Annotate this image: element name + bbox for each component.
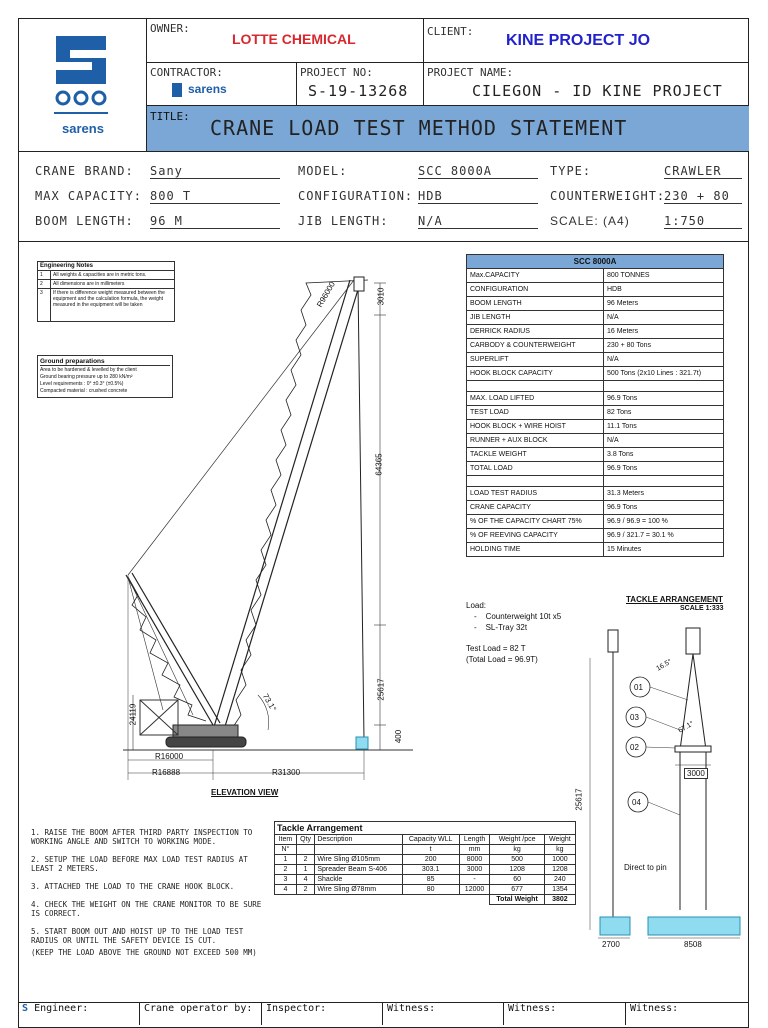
dim-base: 400 <box>394 729 404 744</box>
spec-row: CARBODY & COUNTERWEIGHT 230 + 80 Tons <box>467 339 724 353</box>
inspector-cell: Inspector: <box>262 1003 383 1025</box>
project-name: CILEGON - ID KINE PROJECT <box>472 82 723 100</box>
r31300-label: R31300 <box>272 768 301 777</box>
spec-row: SUPERLIFT N/A <box>467 353 724 367</box>
tackle-arrangement-scale: SCALE 1:333 <box>680 605 724 612</box>
witness-cell-3: Witness: <box>630 1003 679 1014</box>
elevation-drawing <box>118 255 418 795</box>
contractor-logo: sarens <box>172 82 227 97</box>
scale-label: SCALE: (A4) <box>550 214 630 228</box>
spec-table-title: SCC 8000A <box>467 255 724 269</box>
eng-note-3: If there is difference weight measured between the equipment and the calculation formula, the weight measured in the equipment will be taken <box>51 289 175 322</box>
model-label: MODEL: <box>298 164 348 178</box>
spec-row: LOAD TEST RADIUS 31.3 Meters <box>467 487 724 501</box>
tackle-angle-2: 67.1° <box>677 720 696 735</box>
jib-length-label: JIB LENGTH: <box>298 214 389 228</box>
project-no-label: PROJECT NO: <box>300 66 373 79</box>
spec-row: TACKLE WEIGHT 3.8 Tons <box>467 448 724 462</box>
configuration: HDB <box>418 189 538 204</box>
main-boom <box>213 280 368 733</box>
tackle-dim-25617: 25617 <box>574 788 584 811</box>
tackle-drawing <box>580 620 750 955</box>
spec-row: CRANE CAPACITY 96.9 Tons <box>467 501 724 515</box>
crane-brand-label: CRANE BRAND: <box>35 164 134 178</box>
spec-row: Max.CAPACITY 800 TONNES <box>467 269 724 283</box>
elevation-title: ELEVATION VIEW <box>211 788 279 797</box>
tackle-row: 2 1 Spreader Beam S-406 303.1 3000 1208 1208 <box>275 865 576 875</box>
test-load-block <box>356 737 368 749</box>
client-value: KINE PROJECT JO <box>506 32 651 49</box>
type-label: TYPE: <box>550 164 592 178</box>
tackle-dim-8508: 8508 <box>684 940 702 949</box>
tackle-arrangement-title: TACKLE ARRANGEMENT <box>626 595 723 604</box>
tackle-row: 3 4 Shackle 85 - 60 240 <box>275 875 576 885</box>
lotte-chemical-logo: LOTTE CHEMICAL <box>232 31 356 47</box>
jib-length: N/A <box>418 214 538 229</box>
spec-row: JIB LENGTH N/A <box>467 311 724 325</box>
counterweight: 230 + 80 <box>664 189 742 204</box>
dim-mid: 64365 <box>374 453 384 476</box>
type: CRAWLER <box>664 164 742 179</box>
spec-row: MAX. LOAD LIFTED 96.9 Tons <box>467 392 724 406</box>
spec-row: % OF REEVING CAPACITY 96.9 / 321.7 = 30.1 % <box>467 529 724 543</box>
client-label: CLIENT: <box>427 25 474 38</box>
method-steps <box>31 828 263 966</box>
dim-top: 3010 <box>376 287 386 306</box>
tackle-dim-2700: 2700 <box>602 940 620 949</box>
callout-04: 04 <box>632 798 641 807</box>
spec-row: DERRICK RADIUS 16 Meters <box>467 325 724 339</box>
project-no: S-19-13268 <box>308 82 409 100</box>
eng-notes-title: Engineering Notes <box>38 262 175 271</box>
spec-row: % OF THE CAPACITY CHART 75% 96.9 / 96.9 = 100 % <box>467 515 724 529</box>
crane-spec-table <box>466 254 724 557</box>
boom-angle: 73.1° <box>260 692 278 713</box>
witness-cell-1: Witness: <box>383 1003 504 1025</box>
dim-low: 25617 <box>376 678 386 701</box>
tackle-angle-1: 16.5° <box>655 658 674 673</box>
boom-length: 96 M <box>150 214 280 229</box>
spec-row: HOOK BLOCK CAPACITY 500 Tons (2x10 Lines : 321.7t) <box>467 367 724 381</box>
spec-row: BOOM LENGTH 96 Meters <box>467 297 724 311</box>
r16888-label: R16888 <box>152 768 181 777</box>
max-capacity-label: MAX CAPACITY: <box>35 189 142 203</box>
spec-row: CONFIGURATION HDB <box>467 283 724 297</box>
title-label: TITLE: <box>150 110 190 123</box>
ground-preparations: Ground preparations Area to be hardened & levelled by the client Ground bearing pressure up to 280 kN/m² Level requirements : 0° ±0.3° (±0.5%) Compacted material : crushed concrete <box>37 355 173 398</box>
crawler-body <box>140 700 246 747</box>
step-2: 2. SETUP THE LOAD BEFORE MAX LOAD TEST RADIUS AT LEAST 2 METERS. <box>31 855 248 873</box>
load-info: Load: - Counterweight 10t x5 - SL-Tray 32t Test Load = 82 T (Total Load = 96.9T) <box>466 601 562 664</box>
total-weight: 3802 <box>544 895 575 905</box>
eng-note-2: All dimensions are in millimeters <box>51 280 175 289</box>
direct-to-pin-note: Direct to pin <box>624 863 667 872</box>
scale: 1:750 <box>664 214 742 229</box>
callout-01: 01 <box>634 683 643 692</box>
owner-label: OWNER: <box>150 22 190 35</box>
tackle-row: 1 2 Wire Sling Ø105mm 200 8000 500 1000 <box>275 855 576 865</box>
total-load-text: (Total Load = 96.9T) <box>466 655 538 664</box>
r16000-label: R16000 <box>155 752 184 761</box>
step-4: 4. CHECK THE WEIGHT ON THE CRANE MONITOR TO BE SURE IS CORRECT. <box>31 900 262 918</box>
boom-radius-label: R96000 <box>315 280 337 309</box>
step-note: (KEEP THE LOAD ABOVE THE GROUND NOT EXCEED 500 MM) <box>31 948 257 957</box>
step-5: 5. START BOOM OUT AND HOIST UP TO THE LOAD TEST RADIUS OR UNTIL THE SAFETY DEVICE IS CUT. <box>31 927 244 945</box>
sarens-logo-text: sarens <box>62 121 104 136</box>
max-capacity: 800 T <box>150 189 280 204</box>
spec-row: TOTAL LOAD 96.9 Tons <box>467 462 724 476</box>
crane-brand: Sany <box>150 164 280 179</box>
configuration-label: CONFIGURATION: <box>298 189 414 203</box>
step-3: 3. ATTACHED THE LOAD TO THE CRANE HOOK BLOCK. <box>31 882 235 891</box>
tackle-table: Tackle Arrangement Item Qty Description Capacity WLL Length Weight /pce Weight N° t mm kg kg 1 2 Wire Sling Ø105mm 200 8000 500 1000 2 1 Spreader Beam S-406 303.1 3000 1208 1208 3 4 Shackle 85 - 60 240 4 2 Wire Sling Ø78mm 80 12000 677 1354 Total Weight 3802 <box>274 821 576 905</box>
spec-row: HOOK BLOCK + WIRE HOIST 11.1 Tons <box>467 420 724 434</box>
spec-row: HOLDING TIME 15 Minutes <box>467 543 724 557</box>
step-1: 1. RAISE THE BOOM AFTER THIRD PARTY INSPECTION TO WORKING ANGLE AND SWITCH TO WORKING MODE. <box>31 828 253 846</box>
document-title: CRANE LOAD TEST METHOD STATEMENT <box>210 116 628 140</box>
callout-02: 02 <box>630 743 639 752</box>
model: SCC 8000A <box>418 164 538 179</box>
eng-note-1: All weights & capacities are in metric tons. <box>51 271 175 280</box>
spec-row: RUNNER + AUX BLOCK N/A <box>467 434 724 448</box>
operator-cell: Crane operator by: <box>140 1003 262 1025</box>
tackle-row: 4 2 Wire Sling Ø78mm 80 12000 677 1354 <box>275 885 576 895</box>
callout-03: 03 <box>630 713 639 722</box>
dim-left: 24119 <box>128 703 138 726</box>
total-weight-label: Total Weight <box>490 895 544 905</box>
spec-row: TEST LOAD 82 Tons <box>467 406 724 420</box>
sarens-mini-icon: S <box>22 1003 29 1014</box>
sarens-small-icon <box>172 83 182 97</box>
contractor-label: CONTRACTOR: <box>150 66 223 79</box>
project-name-label: PROJECT NAME: <box>427 66 514 79</box>
boom-length-label: BOOM LENGTH: <box>35 214 134 228</box>
engineering-notes: Engineering Notes 1 All weights & capacities are in metric tons. 2 All dimensions are in millimeters 3 If there is difference weight measured between the equipment and the calculation formula, the weight measured in the equipment will be taken <box>37 261 175 322</box>
tackle-table-title: Tackle Arrangement <box>275 822 576 835</box>
test-load-text: Test Load = 82 T <box>466 644 526 653</box>
witness-cell-2: Witness: <box>504 1003 626 1025</box>
tackle-dim-3000: 3000 <box>684 768 708 779</box>
counterweight-label: COUNTERWEIGHT: <box>550 189 666 203</box>
ground-title: Ground preparations <box>40 358 170 366</box>
engineer-cell: S Engineer: <box>18 1003 140 1025</box>
